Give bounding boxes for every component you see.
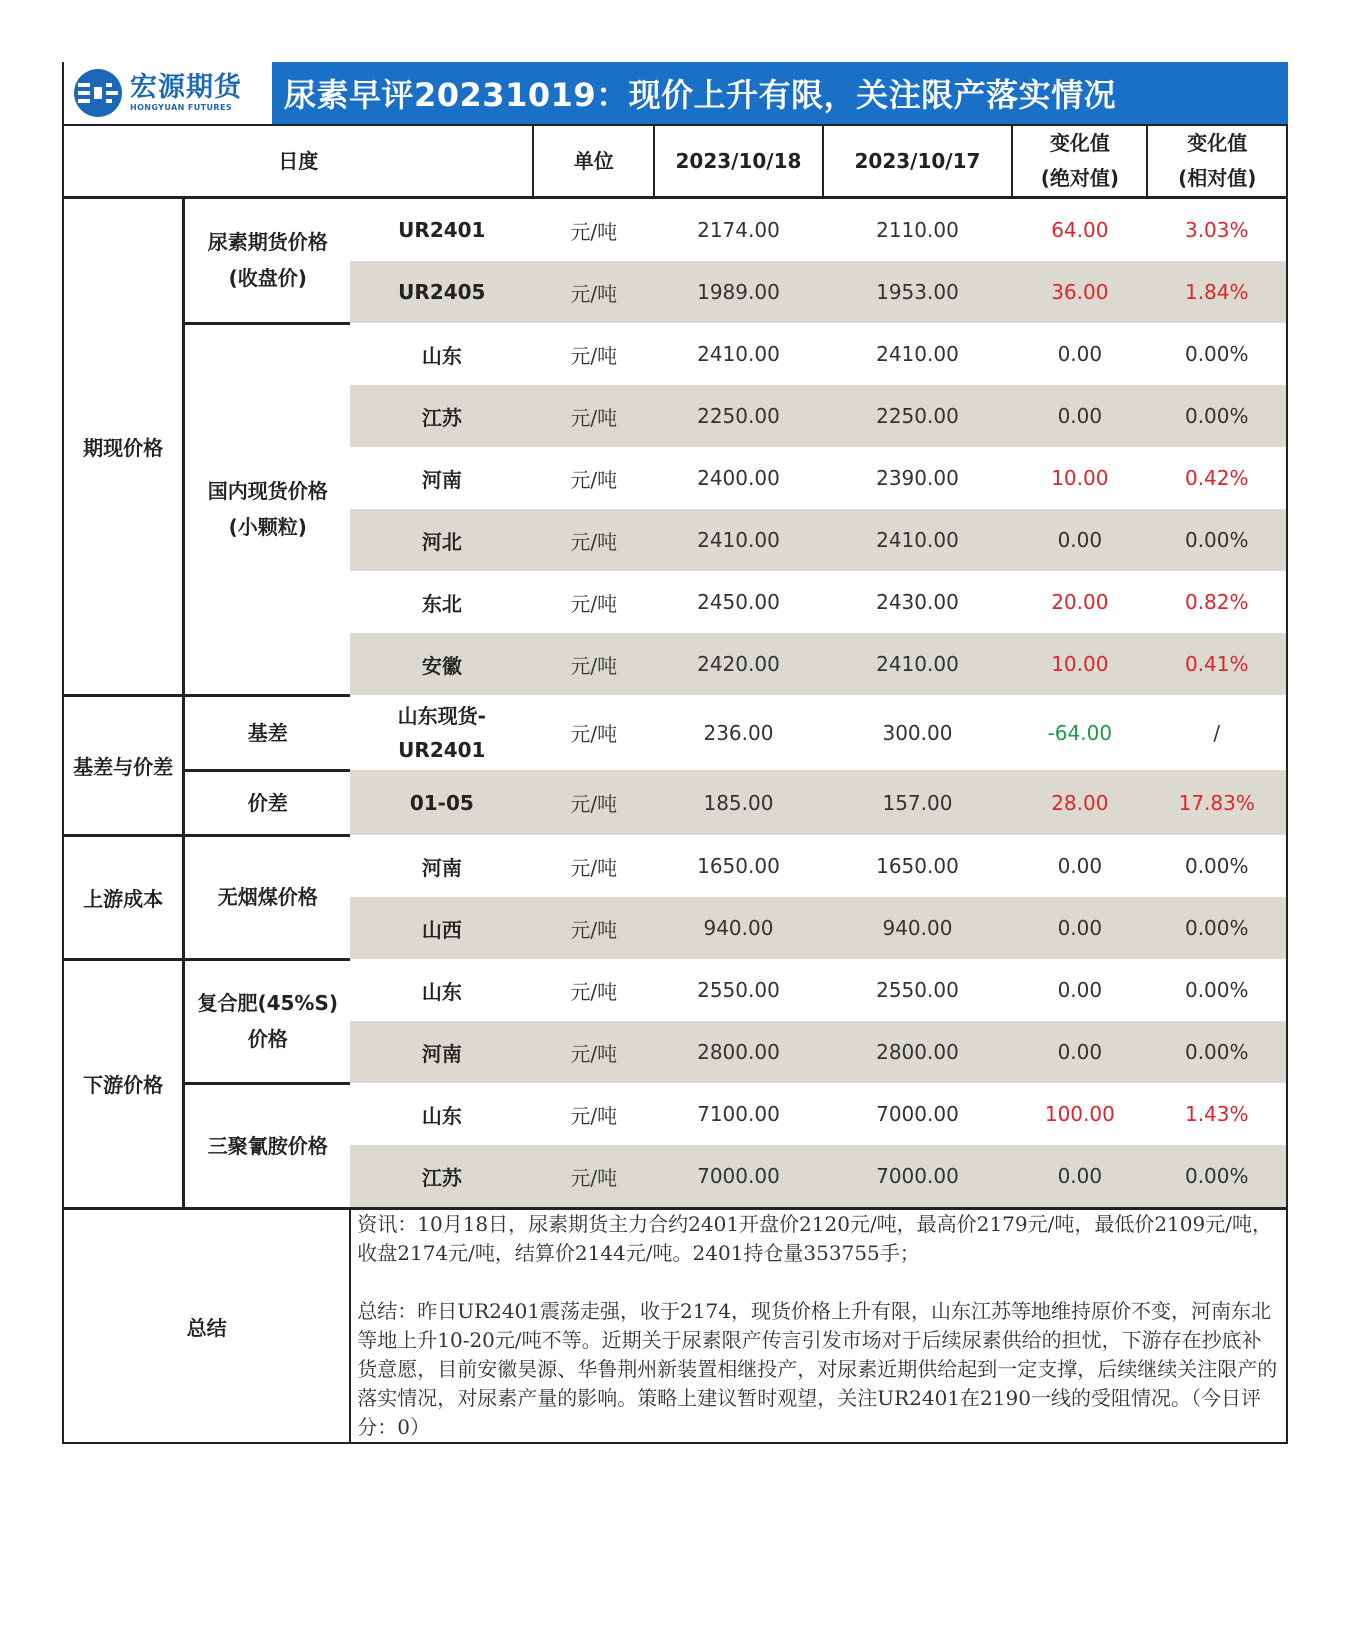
summary-news: 资讯：10月18日，尿素期货主力合约2401开盘价2120元/吨，最高价2179元/吨，最低价2109元/吨，收盘2174元/吨，结算价2144元/吨。2401持仓量353755手； [357,1212,1272,1265]
row-item: 山东 [350,959,533,1021]
row-unit: 元/吨 [533,1083,654,1145]
row-unit: 元/吨 [533,835,654,897]
brand-name: 宏源期货 [130,72,242,103]
subgroup-label: 三聚氰胺价格 [184,1083,351,1209]
row-value-1017: 2800.00 [823,1021,1012,1083]
row-abs-change: 100.00 [1012,1083,1147,1145]
row-unit: 元/吨 [533,571,654,633]
row-item: UR2405 [350,261,533,323]
row-item: 山西 [350,897,533,959]
row-abs-change: 20.00 [1012,571,1147,633]
row-value-1017: 2390.00 [823,447,1012,509]
row-rel-change: 0.00% [1147,385,1287,447]
row-rel-change: 0.00% [1147,1145,1287,1209]
row-unit: 元/吨 [533,633,654,695]
row-value-1018: 2400.00 [654,447,823,509]
brand-logo [62,62,272,124]
row-value-1017: 300.00 [823,695,1012,770]
row-item: 东北 [350,571,533,633]
summary-text [350,1209,1287,1444]
row-abs-change: 10.00 [1012,447,1147,509]
row-rel-change: 0.42% [1147,447,1287,509]
row-value-1017: 2250.00 [823,385,1012,447]
row-rel-change: 0.82% [1147,571,1287,633]
row-value-1017: 2410.00 [823,323,1012,385]
table-row [63,835,1287,897]
table-row [63,695,1287,770]
row-abs-change: 0.00 [1012,385,1147,447]
row-value-1018: 7000.00 [654,1145,823,1209]
row-abs-change: 28.00 [1012,770,1147,835]
row-item: 河南 [350,835,533,897]
row-value-1017: 2550.00 [823,959,1012,1021]
table-row [63,323,1287,385]
price-table [62,124,1288,1444]
row-item: 江苏 [350,385,533,447]
subgroup-label: 复合肥(45%S) 价格 [184,959,351,1083]
header-rel-change: 变化值 (相对值) [1147,125,1287,198]
row-value-1018: 2250.00 [654,385,823,447]
row-value-1018: 2410.00 [654,509,823,571]
row-item: UR2401 [350,198,533,262]
row-value-1017: 7000.00 [823,1083,1012,1145]
header-abs-change: 变化值 (绝对值) [1012,125,1147,198]
row-value-1018: 185.00 [654,770,823,835]
report-title: 尿素早评20231019：现价上升有限，关注限产落实情况 [272,62,1288,124]
row-unit: 元/吨 [533,385,654,447]
row-abs-change: 0.00 [1012,509,1147,571]
row-value-1018: 2420.00 [654,633,823,695]
row-item: 河南 [350,1021,533,1083]
row-rel-change: 1.43% [1147,1083,1287,1145]
row-unit: 元/吨 [533,770,654,835]
report-header [62,62,1288,124]
header-date1: 2023/10/18 [654,125,823,198]
row-abs-change: 0.00 [1012,1021,1147,1083]
group-label: 期现价格 [63,198,184,696]
row-value-1018: 1989.00 [654,261,823,323]
summary-row [63,1209,1287,1444]
row-unit: 元/吨 [533,509,654,571]
row-abs-change: 0.00 [1012,835,1147,897]
row-abs-change: 64.00 [1012,198,1147,262]
row-rel-change: 0.00% [1147,897,1287,959]
table-row [63,770,1287,835]
table-header [63,125,1287,198]
row-abs-change: 0.00 [1012,1145,1147,1209]
row-rel-change: 0.41% [1147,633,1287,695]
brand-name-en: HONGYUAN FUTURES [130,103,232,112]
row-value-1017: 7000.00 [823,1145,1012,1209]
row-unit: 元/吨 [533,447,654,509]
row-rel-change: 0.00% [1147,835,1287,897]
report-sheet [62,62,1288,1444]
row-value-1018: 2800.00 [654,1021,823,1083]
row-value-1017: 2430.00 [823,571,1012,633]
row-rel-change: 0.00% [1147,323,1287,385]
subgroup-label: 国内现货价格 (小颗粒) [184,323,351,695]
table-row [63,959,1287,1021]
row-value-1018: 1650.00 [654,835,823,897]
row-abs-change: -64.00 [1012,695,1147,770]
row-rel-change: 0.00% [1147,1021,1287,1083]
hongyuan-logo-icon [72,67,124,119]
row-unit: 元/吨 [533,323,654,385]
row-item: 山东 [350,323,533,385]
row-value-1017: 1953.00 [823,261,1012,323]
header-dimension: 日度 [63,125,533,198]
subgroup-label: 价差 [184,770,351,835]
row-unit: 元/吨 [533,959,654,1021]
row-rel-change: 17.83% [1147,770,1287,835]
row-item: 山东现货- UR2401 [350,695,533,770]
row-unit: 元/吨 [533,198,654,262]
row-abs-change: 0.00 [1012,959,1147,1021]
row-rel-change: 3.03% [1147,198,1287,262]
row-item: 山东 [350,1083,533,1145]
subgroup-label: 基差 [184,695,351,770]
row-item: 河北 [350,509,533,571]
row-unit: 元/吨 [533,261,654,323]
row-value-1018: 2450.00 [654,571,823,633]
table-row [63,1083,1287,1145]
group-label: 下游价格 [63,959,184,1209]
row-item: 江苏 [350,1145,533,1209]
summary-label: 总结 [63,1209,350,1444]
row-abs-change: 36.00 [1012,261,1147,323]
row-unit: 元/吨 [533,1021,654,1083]
table-row [63,198,1287,262]
row-item: 河南 [350,447,533,509]
row-value-1017: 2110.00 [823,198,1012,262]
row-value-1018: 940.00 [654,897,823,959]
row-rel-change: / [1147,695,1287,770]
row-abs-change: 0.00 [1012,323,1147,385]
row-value-1018: 2174.00 [654,198,823,262]
header-date2: 2023/10/17 [823,125,1012,198]
row-value-1017: 2410.00 [823,633,1012,695]
row-item: 01-05 [350,770,533,835]
row-value-1017: 157.00 [823,770,1012,835]
row-value-1018: 236.00 [654,695,823,770]
row-value-1017: 2410.00 [823,509,1012,571]
group-label: 上游成本 [63,835,184,959]
row-unit: 元/吨 [533,695,654,770]
summary-conclusion: 总结：昨日UR2401震荡走强，收于2174，现货价格上升有限，山东江苏等地维持原价不变，河南东北等地上升10-20元/吨不等。近期关于尿素限产传言引发市场对于后续尿素供给的担忧，下游存在抄底补货意愿，目前安徽昊源、华鲁荆州新装置相继投产，对尿素近期供给起到一定支撑，后续继续关注限产的落实情况，对尿素产量的影响。策略上建议暂时观望，关注UR2401在2190一线的受阻情况。（今日评分：0） [357,1299,1278,1439]
header-unit: 单位 [533,125,654,198]
subgroup-label: 无烟煤价格 [184,835,351,959]
row-unit: 元/吨 [533,1145,654,1209]
row-abs-change: 10.00 [1012,633,1147,695]
row-value-1017: 940.00 [823,897,1012,959]
row-unit: 元/吨 [533,897,654,959]
row-rel-change: 0.00% [1147,509,1287,571]
row-value-1018: 2550.00 [654,959,823,1021]
row-item: 安徽 [350,633,533,695]
group-label: 基差与价差 [63,695,184,835]
row-value-1018: 2410.00 [654,323,823,385]
row-rel-change: 1.84% [1147,261,1287,323]
row-value-1017: 1650.00 [823,835,1012,897]
row-abs-change: 0.00 [1012,897,1147,959]
row-value-1018: 7100.00 [654,1083,823,1145]
row-rel-change: 0.00% [1147,959,1287,1021]
subgroup-label: 尿素期货价格 (收盘价) [184,198,351,324]
